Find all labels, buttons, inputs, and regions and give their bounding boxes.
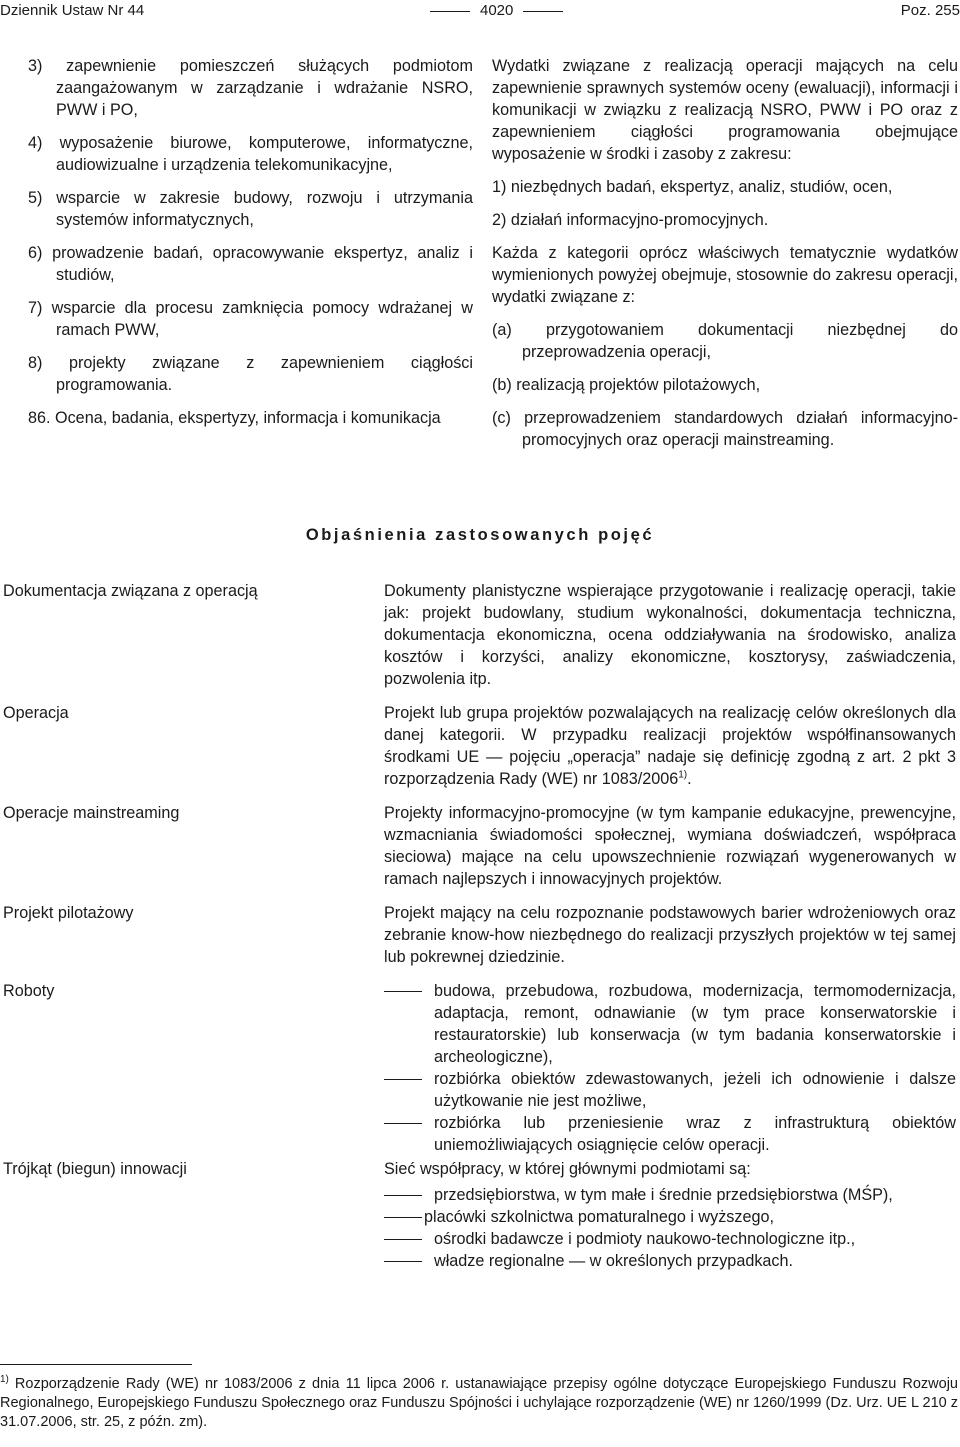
footnote-divider <box>0 1364 192 1365</box>
glossary-term: Dokumentacja związana z operacją <box>3 582 258 600</box>
footnote <box>0 1375 958 1432</box>
footnote-marker: 1) <box>0 1374 9 1386</box>
glossary-definition <box>384 1158 956 1272</box>
glossary-row <box>0 1158 960 1272</box>
footnote-reference[interactable]: 1) <box>678 769 688 781</box>
page-number-value: 4020 <box>480 2 514 19</box>
dash-item <box>384 1250 956 1272</box>
glossary-definition <box>384 802 956 890</box>
glossary-row <box>0 802 960 890</box>
dash-item <box>384 1112 956 1156</box>
list-item: (b) realizacją projektów pilotażowych, <box>492 376 761 394</box>
dash-text: rozbiórka lub przeniesienie wraz z infrastrukturą obiektów uniemożliwiających osiągnięcie celów operacji. <box>434 1114 956 1154</box>
right-column <box>492 55 958 462</box>
intro-paragraph: Wydatki związane z realizacją operacji mających na celu zapewnienie sprawnych systemów oceny (ewaluacji), informacji i komunikacji w związku z realizacją NSRO, PWW i PO oraz z zapewnieniem ciągłości programowania obejmujące wyposażenie w środki i zasoby z zakresu: <box>492 57 958 163</box>
glossary-definition <box>384 580 956 690</box>
dash-text: władze regionalne — w określonych przypadkach. <box>434 1252 794 1270</box>
glossary-term: Trójkąt (biegun) innowacji <box>3 1160 187 1178</box>
dash-item <box>384 1184 956 1206</box>
glossary-row <box>0 580 960 690</box>
position-number: Poz. 255 <box>900 2 960 19</box>
dash-text: przedsiębiorstwa, w tym małe i średnie przedsiębiorstwa (MŚP), <box>434 1186 893 1204</box>
dash-text: rozbiórka obiektów zdewastowanych, jeżeli ich odnowienie i dalsze użytkowanie nie jest możliwe, <box>434 1070 956 1110</box>
section-heading: 86. Ocena, badania, ekspertyzy, informacja i komunikacja <box>28 409 441 427</box>
definition-end: . <box>687 770 692 788</box>
definition-text: Dokumenty planistyczne wspierające przygotowanie i realizację operacji, takie jak: projekt budowlany, studium wykonalności, dokumentacja techniczna, dokumentacja ekonomiczna, ocena oddziaływania na środowisko, analiza kosztów i korzyści, analizy ekonomiczne, kosztorysy, zaświadczenia, pozwolenia itp. <box>384 582 956 688</box>
glossary-definition <box>384 980 956 1156</box>
list-item: 1) niezbędnych badań, ekspertyz, analiz, studiów, ocen, <box>492 178 893 196</box>
glossary-table <box>0 580 960 1282</box>
glossary-title: Objaśnienia zastosowanych pojęć <box>305 526 655 544</box>
list-item: 8) projekty związane z zapewnieniem ciągłości programowania. <box>28 354 473 394</box>
list-item: 4) wyposażenie biurowe, komputerowe, informatyczne, audiowizualne i urządzenia telekomunikacyjne, <box>28 134 473 174</box>
definition-text: Projekt mający na celu rozpoznanie podstawowych barier wdrożeniowych oraz zebranie know-how niezbędnego do realizacji przyszłych projektów w tej samej lub pokrewnej dziedzinie. <box>384 904 956 966</box>
list-item: (c) przeprowadzeniem standardowych działań informacyjno-promocyjnych oraz operacji mainstreaming. <box>492 409 958 449</box>
dash-text: ośrodki badawcze i podmioty naukowo-technologiczne itp., <box>434 1230 856 1248</box>
glossary-term: Roboty <box>3 982 55 1000</box>
glossary-definition <box>384 702 956 790</box>
definition-text: Sieć współpracy, w której głównymi podmiotami są: <box>384 1160 751 1178</box>
dash-item <box>384 980 956 1068</box>
dash-item <box>384 1228 956 1250</box>
page-header <box>0 0 960 22</box>
dash-text: budowa, przebudowa, rozbudowa, modernizacja, termomodernizacja, adaptacja, remont, odnawianie (w tym prace konserwatorskie i restauratorskie) lub konserwacja (w tym badania konserwatorskie i archeologiczne), <box>434 982 956 1066</box>
glossary-term: Operacje mainstreaming <box>3 804 180 822</box>
category-paragraph: Każda z kategorii oprócz właściwych tematycznie wydatków wymienionych powyżej obejmuje, stosownie do zakresu operacji, wydatki związane z: <box>492 244 958 306</box>
dash-item <box>384 1206 956 1228</box>
list-item: 3) zapewnienie pomieszczeń służących podmiotom zaangażowanym w zarządzanie i wdrażanie NSRO, PWW i PO, <box>28 57 473 119</box>
glossary-term: Operacja <box>3 704 69 722</box>
footnote-text: Rozporządzenie Rady (WE) nr 1083/2006 z dnia 11 lipca 2006 r. ustanawiające przepisy ogólne dotyczące Europejskiego Funduszu Rozwoju Regionalnego, Europejskiego Funduszu Społecznego oraz Funduszu Spójności i uchylające rozporządzenie (WE) nr 1260/1999 (Dz. Urz. UE L 210 z 31.07.2006, str. 25, z późn. zm). <box>0 1376 958 1430</box>
glossary-row <box>0 702 960 790</box>
list-item: 7) wsparcie dla procesu zamknięcia pomocy wdrażanej w ramach PWW, <box>28 299 473 339</box>
definition-text: Projekty informacyjno-promocyjne (w tym kampanie edukacyjne, prewencyjne, wzmacniania świadomości społecznej, wymiana doświadczeń, współpraca sieciowa) mające na celu upowszechnienie rozwiązań wygenerowanych w ramach najlepszych i innowacyjnych projektów. <box>384 804 956 888</box>
list-item: (a) przygotowaniem dokumentacji niezbędnej do przeprowadzenia operacji, <box>492 321 958 361</box>
journal-name: Dziennik Ustaw Nr 44 <box>0 2 145 19</box>
glossary-term: Projekt pilotażowy <box>3 904 134 922</box>
list-item: 2) działań informacyjno-promocyjnych. <box>492 211 769 229</box>
glossary-row <box>0 980 960 1156</box>
dash-text: placówki szkolnictwa pomaturalnego i wyższego, <box>424 1208 774 1226</box>
page-number <box>420 0 573 22</box>
glossary-definition <box>384 902 956 968</box>
list-item: 6) prowadzenie badań, opracowywanie ekspertyz, analiz i studiów, <box>28 244 473 284</box>
left-column <box>28 55 473 440</box>
list-item: 5) wsparcie w zakresie budowy, rozwoju i utrzymania systemów informatycznych, <box>28 189 473 229</box>
definition-text: Projekt lub grupa projektów pozwalających na realizację celów określonych dla danej kategorii. W przypadku realizacji projektów współfinansowanych środkami UE — pojęciu „operacja” nadaje się definicję zgodną z art. 2 pkt 3 rozporządzenia Rady (WE) nr 1083/2006 <box>384 704 956 788</box>
dash-item <box>384 1068 956 1112</box>
glossary-row <box>0 902 960 968</box>
